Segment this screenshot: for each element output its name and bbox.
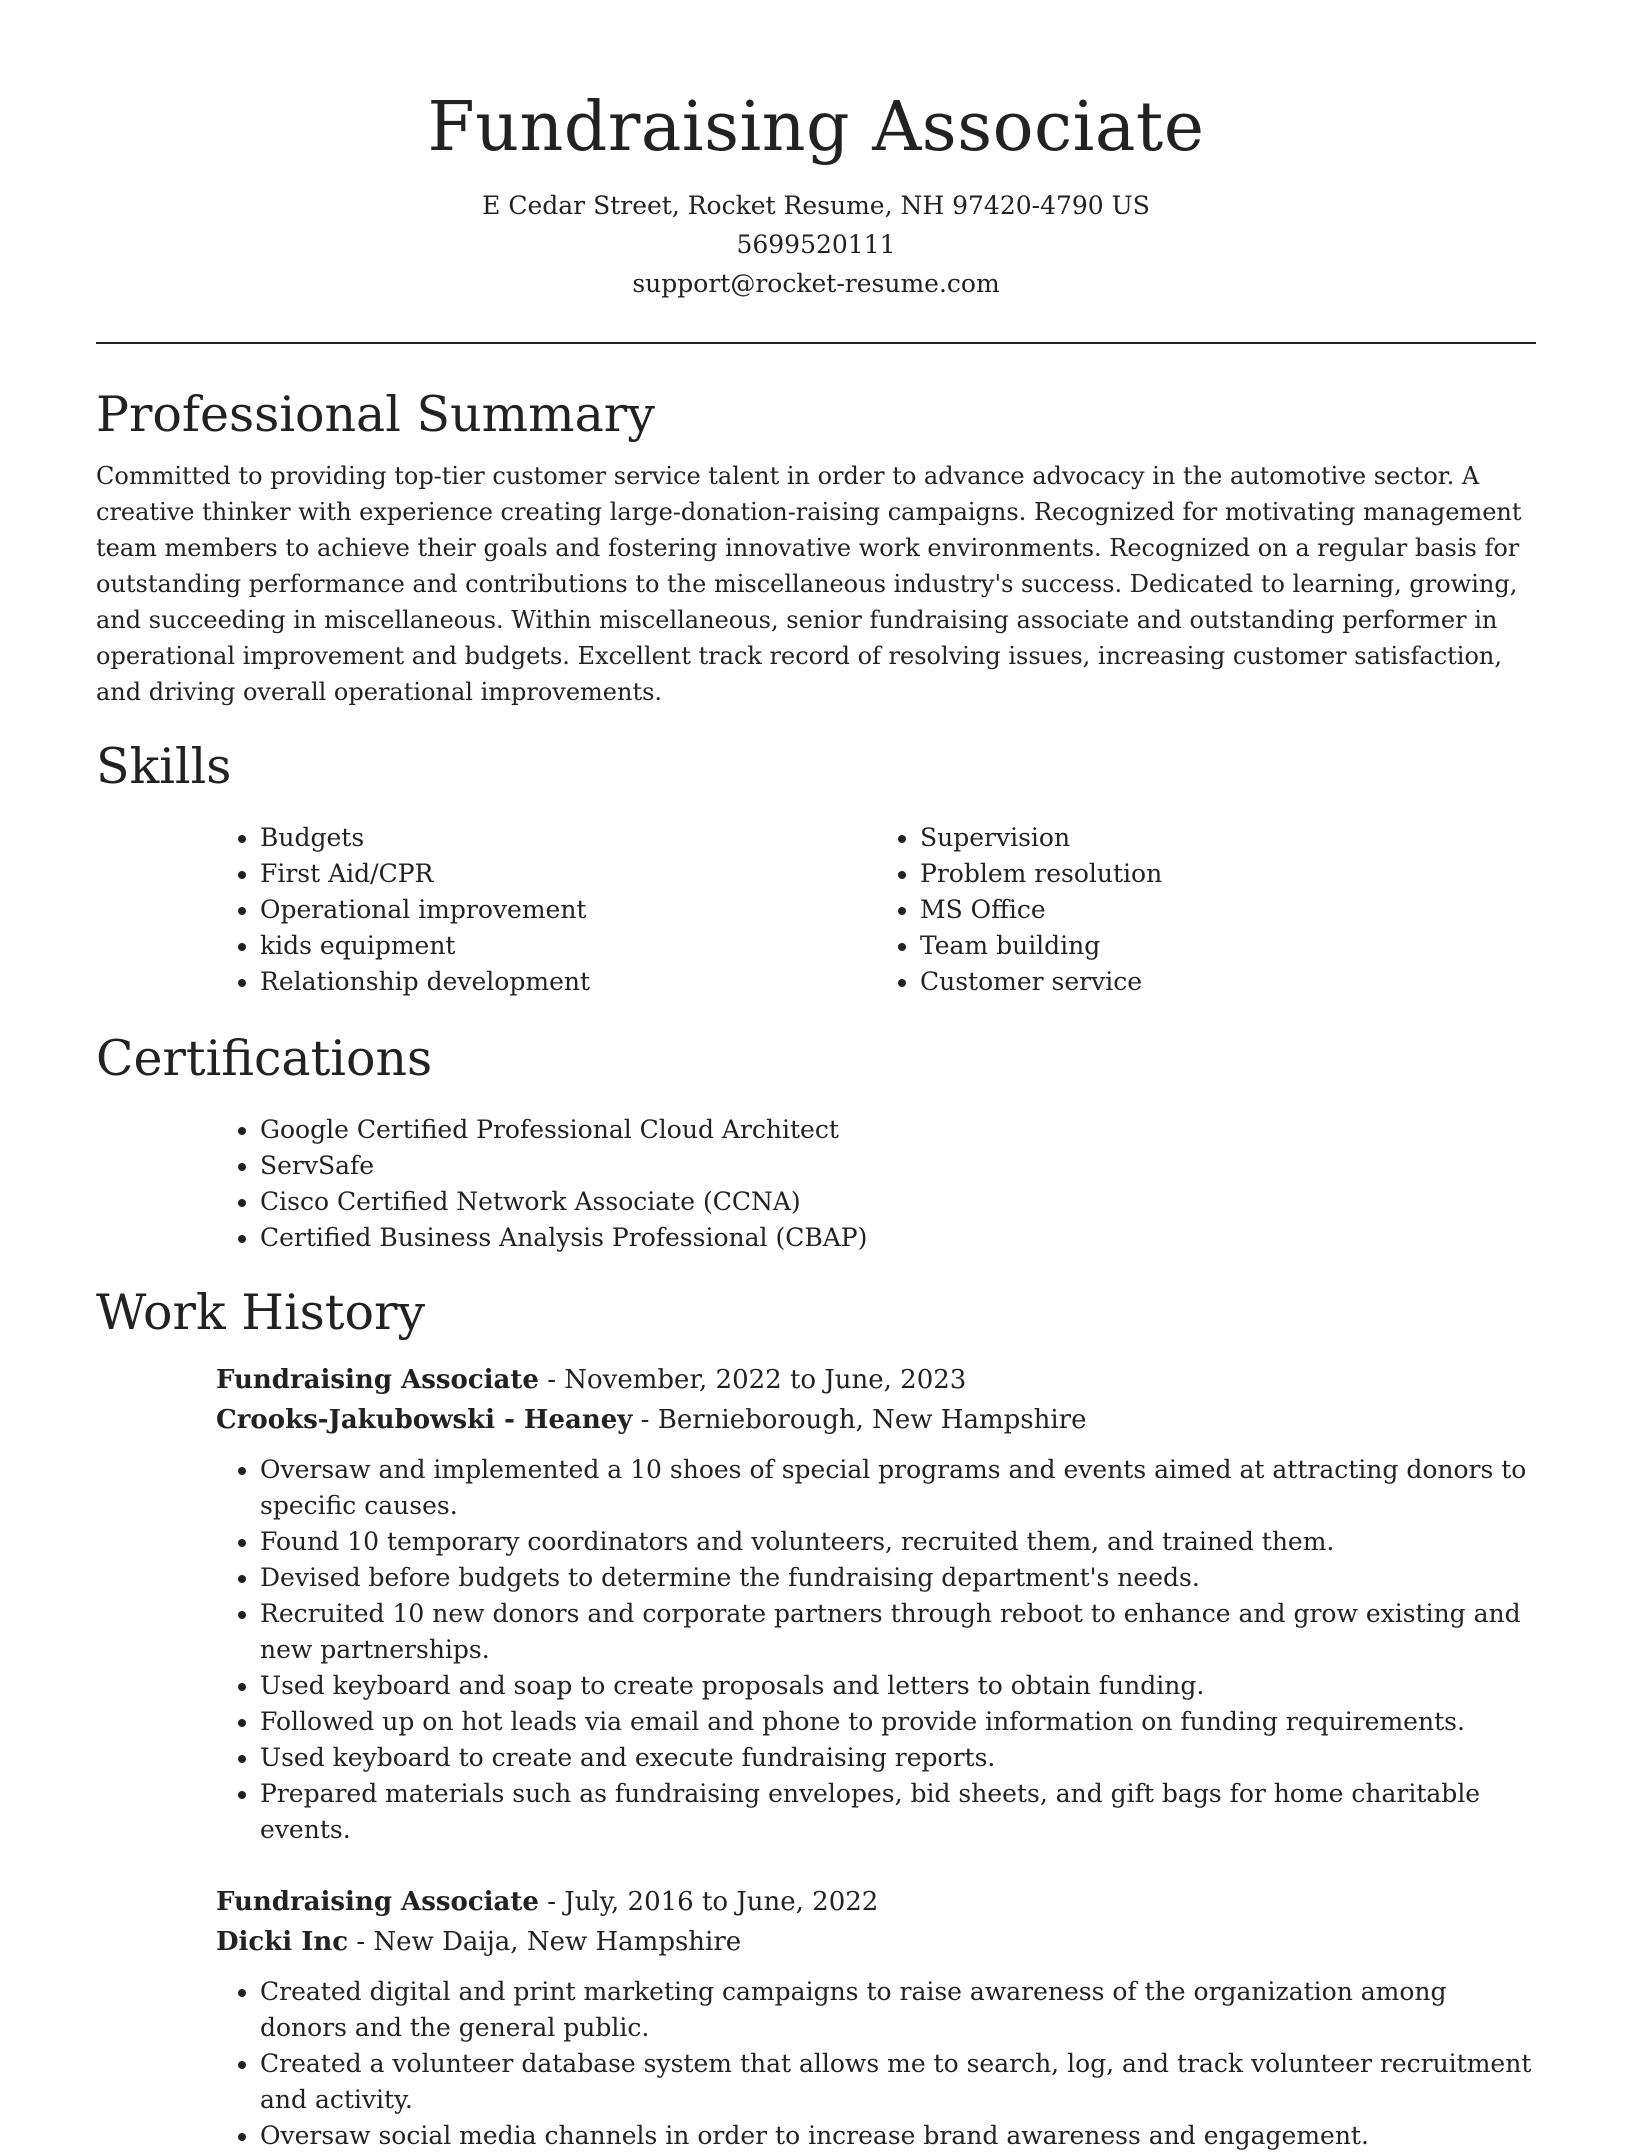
job-title-line: [216, 1360, 1536, 1400]
certification-item: • ServSafe: [260, 1148, 1536, 1184]
skills-columns: [216, 820, 1536, 1000]
certification-item: • Cisco Certified Network Associate (CCNA): [260, 1184, 1536, 1220]
job-dates: - July, 2016 to June, 2022: [538, 1887, 879, 1917]
job-company: Crooks-Jakubowski - Heaney: [216, 1405, 633, 1435]
job-company-line: [216, 1400, 1536, 1440]
email: support@rocket-resume.com: [632, 269, 1000, 298]
job-bullet: • Devised before budgets to determine the fundraising department's needs.: [260, 1560, 1536, 1596]
skill-item: • MS Office: [920, 892, 1536, 928]
job-company-line: [216, 1922, 1536, 1962]
job-bullet: • Oversaw and implemented a 10 shoes of special programs and events aimed at attracting donors to specific causes.: [260, 1452, 1536, 1524]
summary-text: Committed to providing top-tier customer service talent in order to advance advocacy in the automotive sector. A creative thinker with experience creating large-donation-raising campaigns. Recognized for motivating management team members to achieve their goals and fostering innovative work environments. Recognized on a regular basis for outstanding performance and contributions to the miscellaneous industry's success. Dedicated to learning, growing, and succeeding in miscellaneous. Within miscellaneous, senior fundraising associate and outstanding performer in operational improvement and budgets. Excellent track record of resolving issues, increasing customer satisfaction, and driving overall operational improvements.: [96, 462, 1522, 706]
certifications-list: [216, 1112, 1536, 1256]
candidate-name: Fundraising Associate: [427, 88, 1205, 167]
job-bullets: [216, 1452, 1536, 1848]
skill-item: • Team building: [920, 928, 1536, 964]
certifications-heading: Certifications: [96, 1030, 433, 1087]
job-entry: [216, 1360, 1536, 1848]
job-bullet: • Oversaw social media channels in order to increase brand awareness and engagement.: [260, 2118, 1536, 2154]
job-bullets: [216, 1974, 1536, 2154]
skill-item: • Supervision: [920, 820, 1536, 856]
address: E Cedar Street, Rocket Resume, NH 97420-4790 US: [482, 191, 1150, 220]
summary-heading: Professional Summary: [96, 386, 655, 443]
certifications-section: [96, 1024, 1536, 1256]
skill-item: • Customer service: [920, 964, 1536, 1000]
skill-item: • Operational improvement: [260, 892, 876, 928]
job-location: - New Daija, New Hampshire: [348, 1927, 742, 1957]
resume-body: [96, 380, 1536, 2154]
skills-list-right: [876, 820, 1536, 1000]
skills-list-left: [216, 820, 876, 1000]
skill-item: • kids equipment: [260, 928, 876, 964]
contact-block: [0, 186, 1632, 303]
skill-item: • Problem resolution: [920, 856, 1536, 892]
job-bullet: • Found 10 temporary coordinators and volunteers, recruited them, and trained them.: [260, 1524, 1536, 1560]
job-bullet: • Used keyboard and soap to create proposals and letters to obtain funding.: [260, 1668, 1536, 1704]
phone: 5699520111: [736, 230, 896, 259]
skill-item: • First Aid/CPR: [260, 856, 876, 892]
summary-section: [96, 380, 1536, 710]
job-entry: [216, 1882, 1536, 2154]
job-bullet: • Created digital and print marketing campaigns to raise awareness of the organization among donors and the general public.: [260, 1974, 1536, 2046]
job-bullet: • Created a volunteer database system that allows me to search, log, and track volunteer recruitment and activity.: [260, 2046, 1536, 2118]
certification-item: • Certified Business Analysis Professional (CBAP): [260, 1220, 1536, 1256]
job-bullet: • Followed up on hot leads via email and phone to provide information on funding requirements.: [260, 1704, 1536, 1740]
work-history-section: [96, 1278, 1536, 2154]
job-title: Fundraising Associate: [216, 1887, 539, 1917]
job-location: - Bernieborough, New Hampshire: [632, 1405, 1087, 1435]
skill-item: • Relationship development: [260, 964, 876, 1000]
work-history-heading: Work History: [96, 1284, 426, 1341]
job-bullet: • Used keyboard to create and execute fundraising reports.: [260, 1740, 1536, 1776]
job-dates: - November, 2022 to June, 2023: [538, 1365, 967, 1395]
skills-heading: Skills: [96, 738, 232, 795]
certification-item: • Google Certified Professional Cloud Architect: [260, 1112, 1536, 1148]
job-bullet: • Recruited 10 new donors and corporate partners through reboot to enhance and grow existing and new partnerships.: [260, 1596, 1536, 1668]
job-bullet: • Prepared materials such as fundraising envelopes, bid sheets, and gift bags for home charitable events.: [260, 1776, 1536, 1848]
job-title-line: [216, 1882, 1536, 1922]
header-divider: [96, 342, 1536, 344]
skill-item: • Budgets: [260, 820, 876, 856]
skills-section: [96, 732, 1536, 1000]
resume-header: [0, 0, 1632, 303]
job-title: Fundraising Associate: [216, 1365, 539, 1395]
job-company: Dicki Inc: [216, 1927, 349, 1957]
